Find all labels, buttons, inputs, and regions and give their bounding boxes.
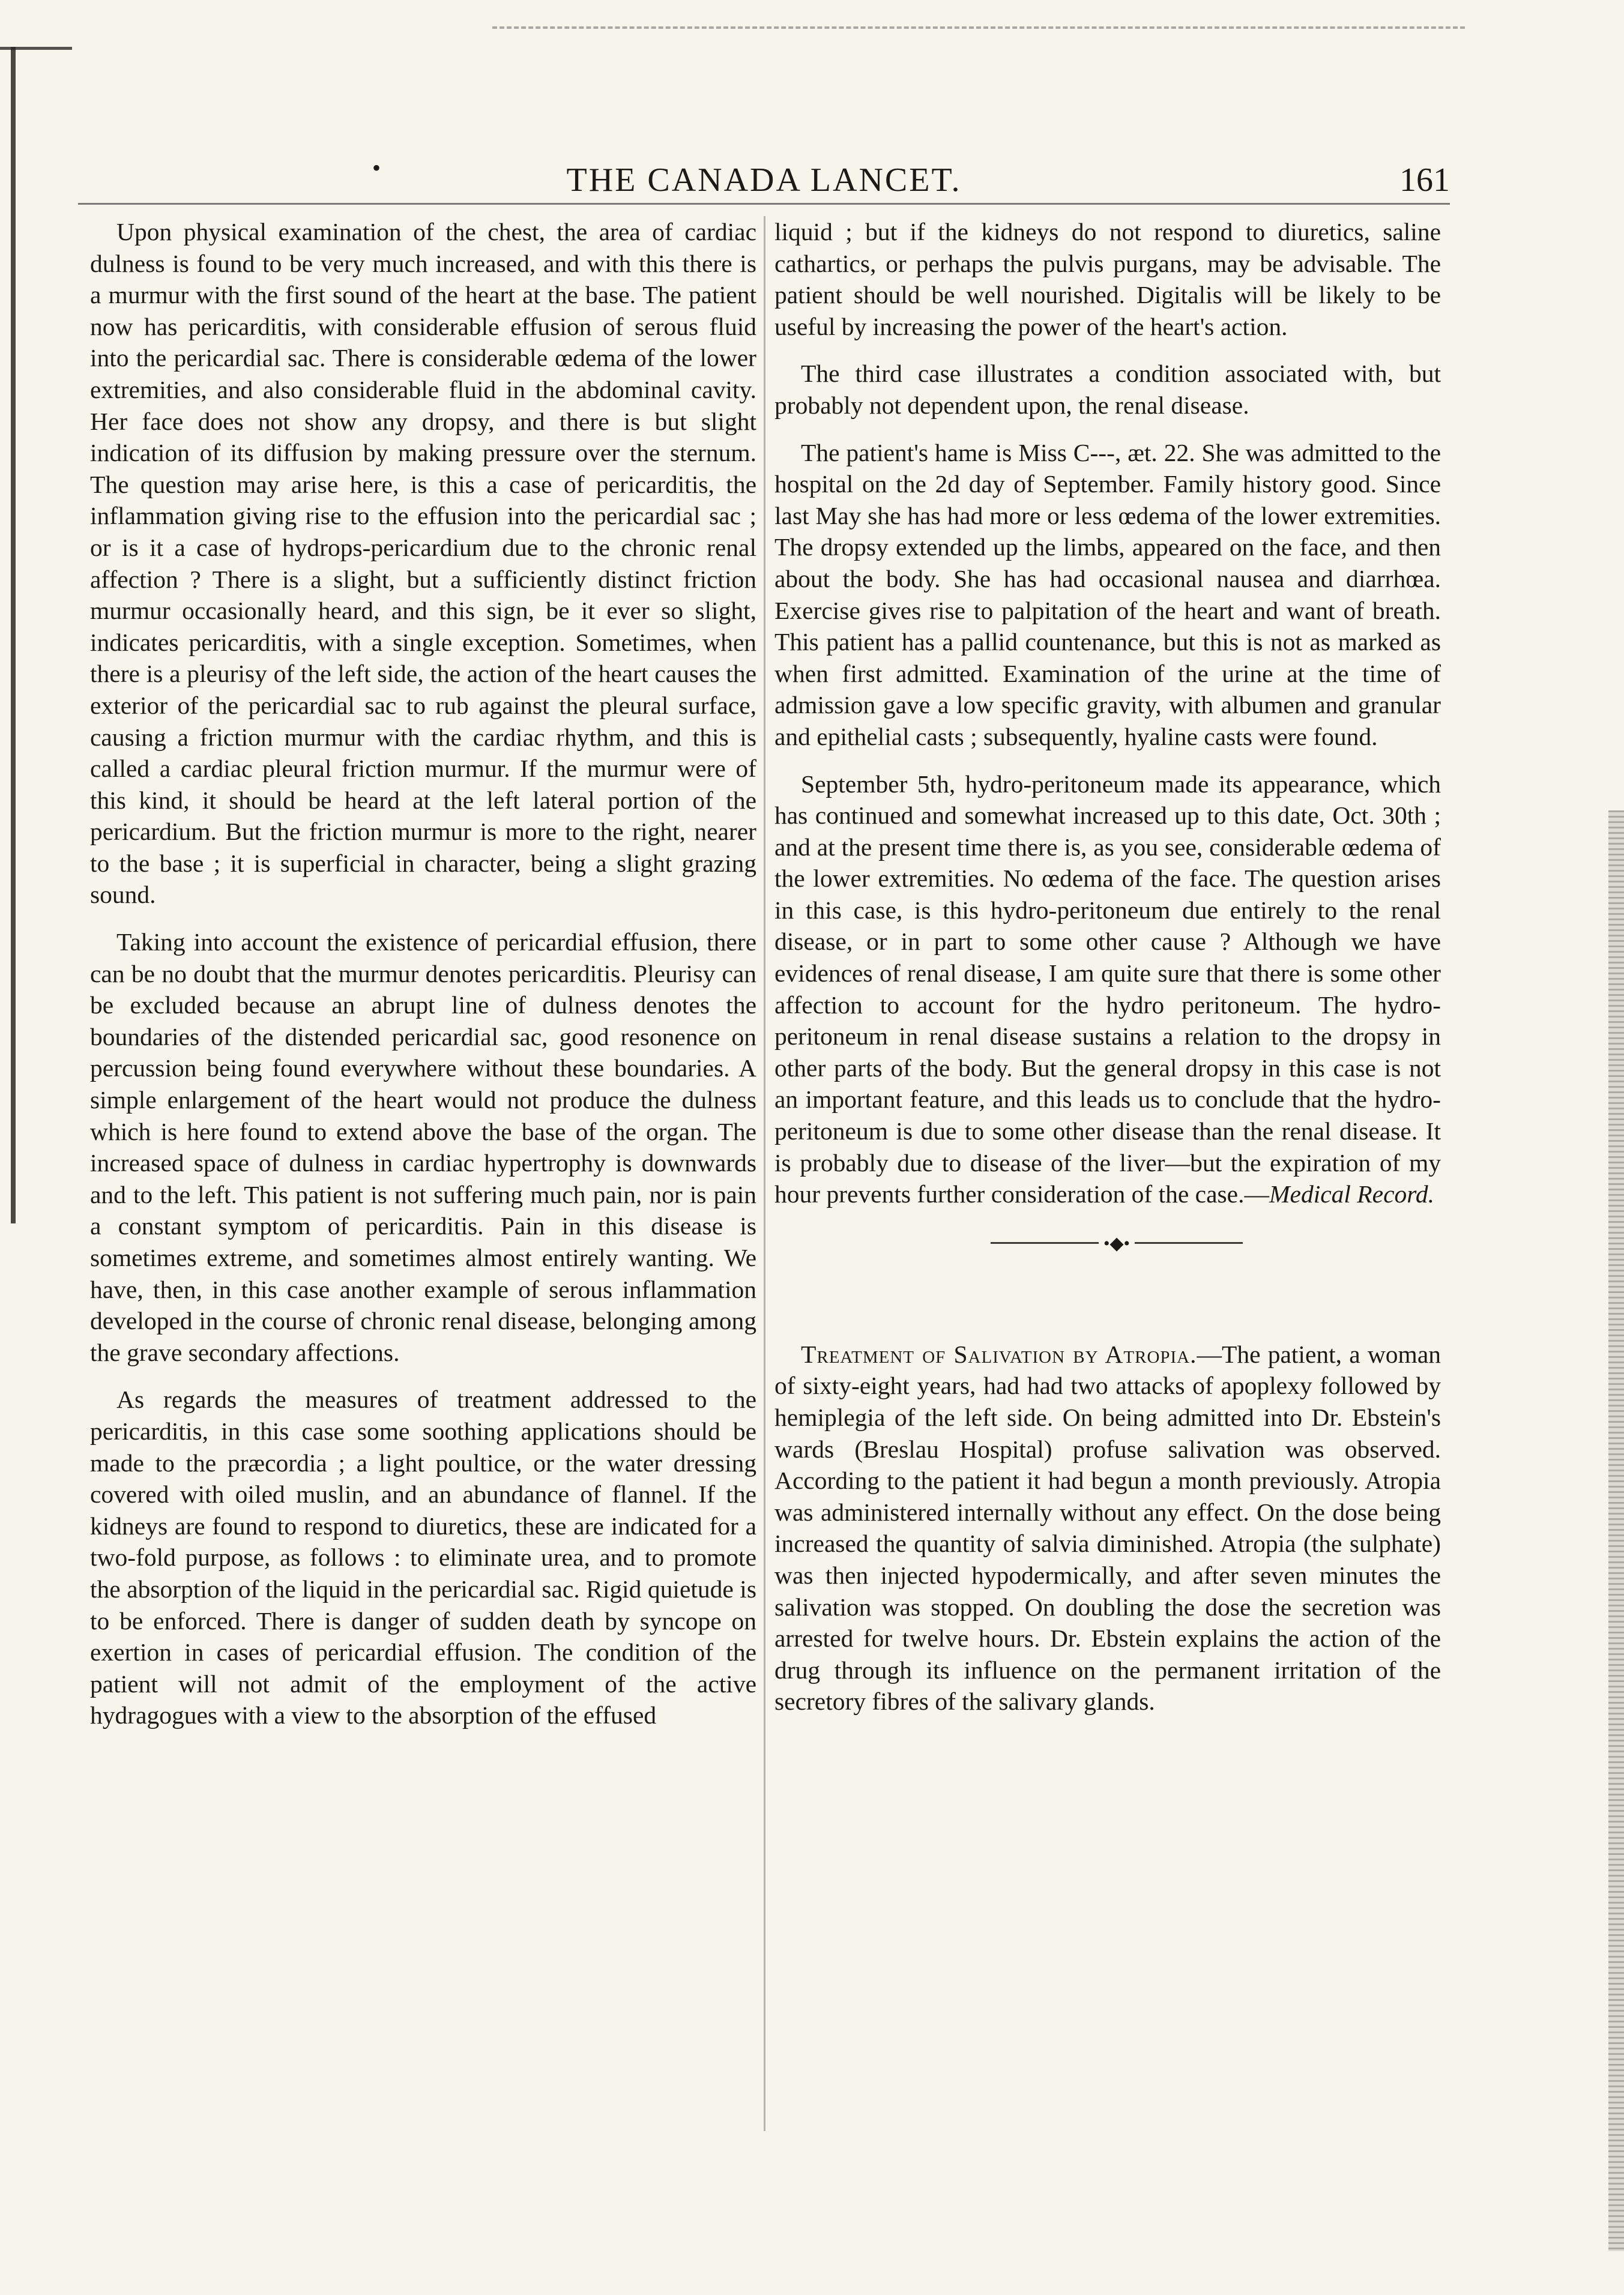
paragraph-text: —The patient, a woman of sixty-eight years, had had two attacks of apoplexy followed by hemiplegia of the left side. On being admitted into Dr. Ebstein's wards (Breslau Hospital) profuse salivation was observed. According to the patient it had begun a month previously. Atropia was administered internally without any effect. On the dose being increased the quantity of salvia diminished. Atropia (the sulphate) was then injected hypodermically, and after seven minutes the salivation was stopped. On doubling the dose the secretion was arrested for twelve hours. Dr. Ebstein explains the action of the drug through its influence on the permanent irritation of the secretory fibres of the salivary glands. [774,1340,1441,1716]
paragraph: Taking into account the existence of pericardial effusion, there can be no doubt that the murmur denotes pericarditis. Pleurisy can be excluded because an abrupt line of dulness denotes the boundaries of the distended pericardial sac, good resonence on percussion being found everywhere without these boundaries. A simple enlargement of the heart would not produce the dulness which is here found to extend above the base of the organ. The increased space of dulness in cardiac hypertrophy is downwards and to the left. This patient is not suffering much pain, nor is pain a constant symptom of pericarditis. Pain in this disease is sometimes extreme, and sometimes almost entirely wanting. We have, then, in this case another example of serous inflammation developed in the course of chronic renal disease, belonging among the grave secondary affections. [90,928,756,1366]
column-divider [764,216,765,2131]
right-column [774,216,1441,1733]
paragraph: liquid ; but if the kidneys do not respond to diuretics, saline cathartics, or perhaps the pulvis purgans, may be advisable. The patient should be well nourished. Digitalis will be likely to be useful by increasing the power of the heart's action. [774,218,1441,340]
top-decorative-rule [492,26,1465,29]
binding-edge [11,47,16,1223]
left-column [90,216,756,1747]
journal-title: THE CANADA LANCET. [566,161,962,199]
header-rule [78,203,1450,205]
paragraph [774,1339,1441,1717]
paragraph [774,768,1441,1210]
page-edge-right [1608,810,1624,2251]
paragraph: Upon physical examination of the chest, the area of cardiac dulness is found to be very much increased, and with this there is a murmur with the first sound of the heart at the base. The patient now has pericarditis, with considerable effusion of serous fluid into the pericardial sac. There is considerable œdema of the lower extremities, and also considerable fluid in the abdominal cavity. Her face does not show any dropsy, and there is but slight indication of its diffusion by making pressure over the sternum. The question may arise here, is this a case of pericarditis, the inflammation giving rise to the effusion into the pericardial sac ; or is it a case of hydrops-pericardium due to the chronic renal affection ? There is a slight, but a sufficiently distinct friction murmur occasionally heard, and this sign, be it ever so slight, indicates pericarditis, with a single exception. Sometimes, when there is a pleurisy of the left side, the action of the heart causes the exterior of the pericardial sac to rub against the pleural surface, causing a friction murmur with the cardiac rhythm, and this is called a cardiac pleural friction murmur. If the murmur were of this kind, it should be heard at the left lateral portion of the pericardium. But the friction murmur is more to the right, nearer to the base ; it is superficial in character, being a slight grazing sound. [90,218,756,909]
paragraph: The third case illustrates a condition associated with, but probably not dependent upon, the renal disease. [774,360,1441,419]
paragraph: The patient's hame is Miss C---, æt. 22. She was admitted to the hospital on the 2d day of September. Family history good. Since last May she has had more or less œdema of the lower extremities. The dropsy extended up the limbs, appeared on the face, and then about the body. She has had occasional nausea and diarrhœa. Exercise gives rise to palpitation of the heart and want of breath. This patient has a pallid countenance, but this is not as marked as when first admitted. Examination of the urine at the time of admission gave a low specific gravity, with albumen and granular and epithelial casts ; subsequently, hyaline casts were found. [774,438,1441,750]
ornament-diamond: •◆• [1099,1228,1135,1260]
source-citation: Medical Record. [1269,1180,1434,1208]
article-heading: Treatment of Salivation by Atropia. [801,1340,1197,1368]
page-number: 161 [1399,161,1450,199]
paragraph-text: September 5th, hydro-peritoneum made its appearance, which has continued and somewhat increased up to this date, Oct. 30th ; and at the present time there is, as you see, considerable œdema of the lower extremities. No œdema of the face. The question arises in this case, is this hydro-peritoneum due entirely to the renal disease, or in part to some other cause ? Although we have evidences of renal disease, I am quite sure that there is some other affection to account for the hydro peritoneum. The hydro-peritoneum in renal disease sustains a relation to the dropsy in other parts of the body. But the general dropsy in this case is not an important feature, and this leads us to conclude that the hydro-peritoneum is due to some other disease than the renal disease. It is probably due to disease of the liver—but the expiration of my hour prevents further consideration of the case.— [774,770,1441,1208]
header-mark: • [372,154,381,181]
running-header [78,154,1450,205]
paragraph: As regards the measures of treatment addressed to the pericarditis, in this case some soothing applications should be made to the præcordia ; a light poultice, or the water dressing covered with oiled muslin, and an abundance of flannel. If the kidneys are found to respond to diuretics, these are indicated for a two-fold purpose, as follows : to eliminate urea, and to promote the absorption of the liquid in the pericardial sac. Rigid quietude is to be enforced. There is danger of sudden death by syncope on exertion in cases of pericardial effusion. The condition of the patient will not admit of the employment of the active hydragogues with a view to the absorption of the effused [90,1386,756,1730]
section-ornament [774,1233,1441,1253]
